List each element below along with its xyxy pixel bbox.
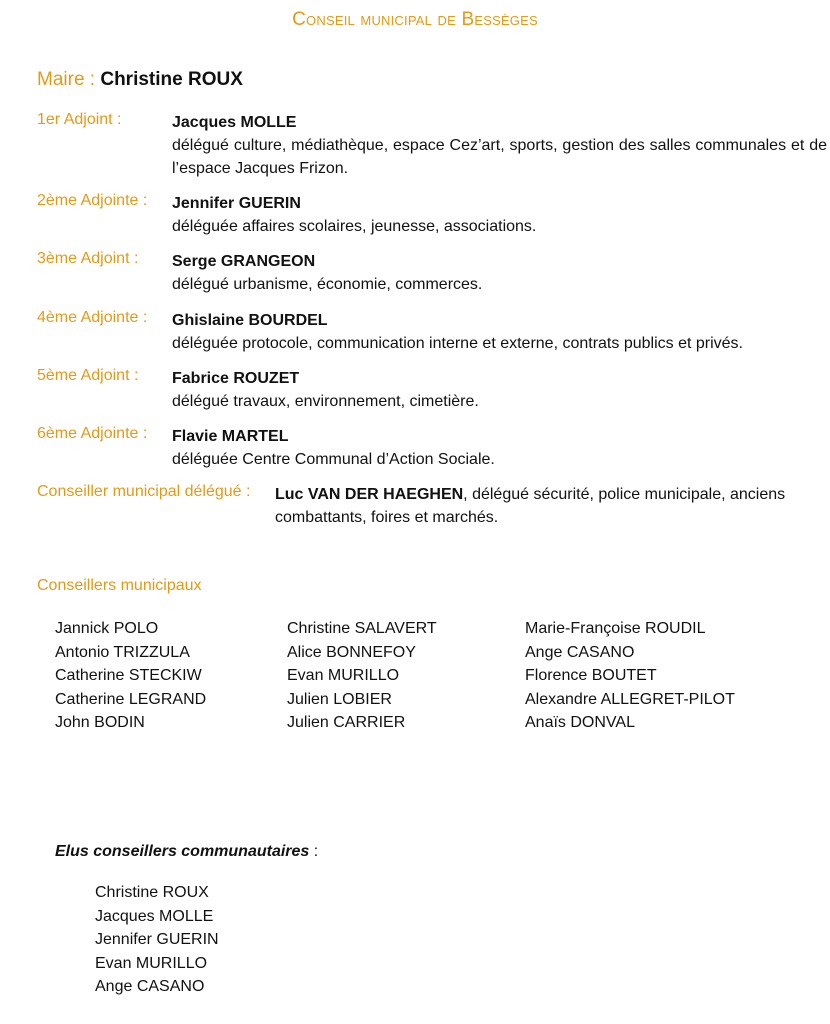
conseillers-title: Conseillers municipaux: [37, 577, 202, 594]
adjoint-1-content: [172, 111, 827, 180]
adjoint-6-label: 6ème Adjointe :: [37, 425, 148, 442]
adjoint-3-description: délégué urbanisme, économie, commerces.: [172, 276, 483, 293]
conseillers-column-1: [55, 617, 206, 735]
adjoint-1-name: Jacques MOLLE: [172, 114, 297, 131]
conseiller-name: Alice BONNEFOY: [287, 643, 416, 661]
conseiller-delegue-name: Luc VAN DER HAEGHEN: [275, 486, 464, 503]
conseiller-name: Evan MURILLO: [287, 667, 400, 684]
adjoint-5-name: Fabrice ROUZET: [172, 370, 300, 387]
elu-name: Jacques MOLLE: [95, 907, 214, 925]
adjoint-5-label: 5ème Adjoint :: [37, 367, 139, 384]
conseiller-name: Catherine LEGRAND: [55, 690, 207, 708]
adjoint-5-content: [172, 367, 827, 413]
maire-label: Maire :: [37, 69, 101, 90]
adjoint-2-name: Jennifer GUERIN: [172, 195, 301, 212]
conseiller-name: Alexandre ALLEGRET-PILOT: [525, 690, 735, 708]
elu-name: Christine ROUX: [95, 884, 209, 901]
adjoint-4-content: [172, 309, 827, 355]
conseiller-name: Christine SALAVERT: [287, 620, 437, 637]
elu-name: Ange CASANO: [95, 978, 205, 995]
conseiller-name: Jannick POLO: [55, 620, 159, 637]
conseiller-name: Julien LOBIER: [287, 690, 392, 708]
adjoint-4-name: Ghislaine BOURDEL: [172, 312, 328, 329]
conseiller-name: Anaïs DONVAL: [525, 714, 635, 731]
adjoint-2-label: 2ème Adjointe :: [37, 192, 148, 209]
conseiller-name: Antonio TRIZZULA: [55, 643, 190, 661]
adjoint-3-name: Serge GRANGEON: [172, 253, 316, 270]
conseiller-name: Marie-Françoise ROUDIL: [525, 620, 706, 637]
adjoint-6-name: Flavie MARTEL: [172, 428, 289, 445]
conseiller-delegue-content: [275, 483, 827, 529]
elus-list: [95, 881, 219, 999]
maire-line: [37, 69, 243, 91]
adjoint-1-label: 1er Adjoint :: [37, 111, 122, 128]
conseiller-delegue-description: , délégué sécurité, police municipale, anciens combattants, foires et marchés.: [275, 486, 786, 526]
conseillers-column-2: [287, 617, 437, 735]
adjoint-3-label: 3ème Adjoint :: [37, 250, 139, 267]
conseiller-name: Julien CARRIER: [287, 714, 406, 731]
adjoint-3-content: [172, 250, 827, 296]
adjoint-4-description: déléguée protocole, communication interne et externe, contrats publics et privés.: [172, 335, 743, 352]
adjoint-6-content: [172, 425, 827, 471]
conseiller-name: Ange CASANO: [525, 643, 635, 661]
conseiller-delegue-label: Conseiller municipal délégué :: [37, 483, 251, 500]
adjoint-2-description: déléguée affaires scolaires, jeunesse, associations.: [172, 218, 537, 235]
maire-name: Christine ROUX: [100, 69, 243, 90]
elus-title-line: [55, 843, 318, 861]
conseiller-name: Catherine STECKIW: [55, 667, 202, 684]
elu-name: Jennifer GUERIN: [95, 931, 219, 948]
conseiller-name: John BODIN: [55, 714, 145, 731]
elus-title-suffix: :: [309, 843, 319, 860]
adjoint-6-description: déléguée Centre Communal d’Action Sociale.: [172, 451, 495, 468]
adjoint-2-content: [172, 192, 827, 238]
adjoint-5-description: délégué travaux, environnement, cimetière.: [172, 393, 479, 410]
page-title: Conseil municipal de Bessèges: [292, 9, 538, 30]
conseiller-name: Florence BOUTET: [525, 667, 657, 684]
conseillers-column-3: [525, 617, 735, 735]
elu-name: Evan MURILLO: [95, 954, 208, 972]
adjoint-4-label: 4ème Adjointe :: [37, 309, 148, 326]
elus-title: Elus conseillers communautaires: [55, 843, 310, 860]
adjoint-1-description: délégué culture, médiathèque, espace Cez’art, sports, gestion des salles communales et de l’espace Jacques Frizon.: [172, 137, 827, 177]
